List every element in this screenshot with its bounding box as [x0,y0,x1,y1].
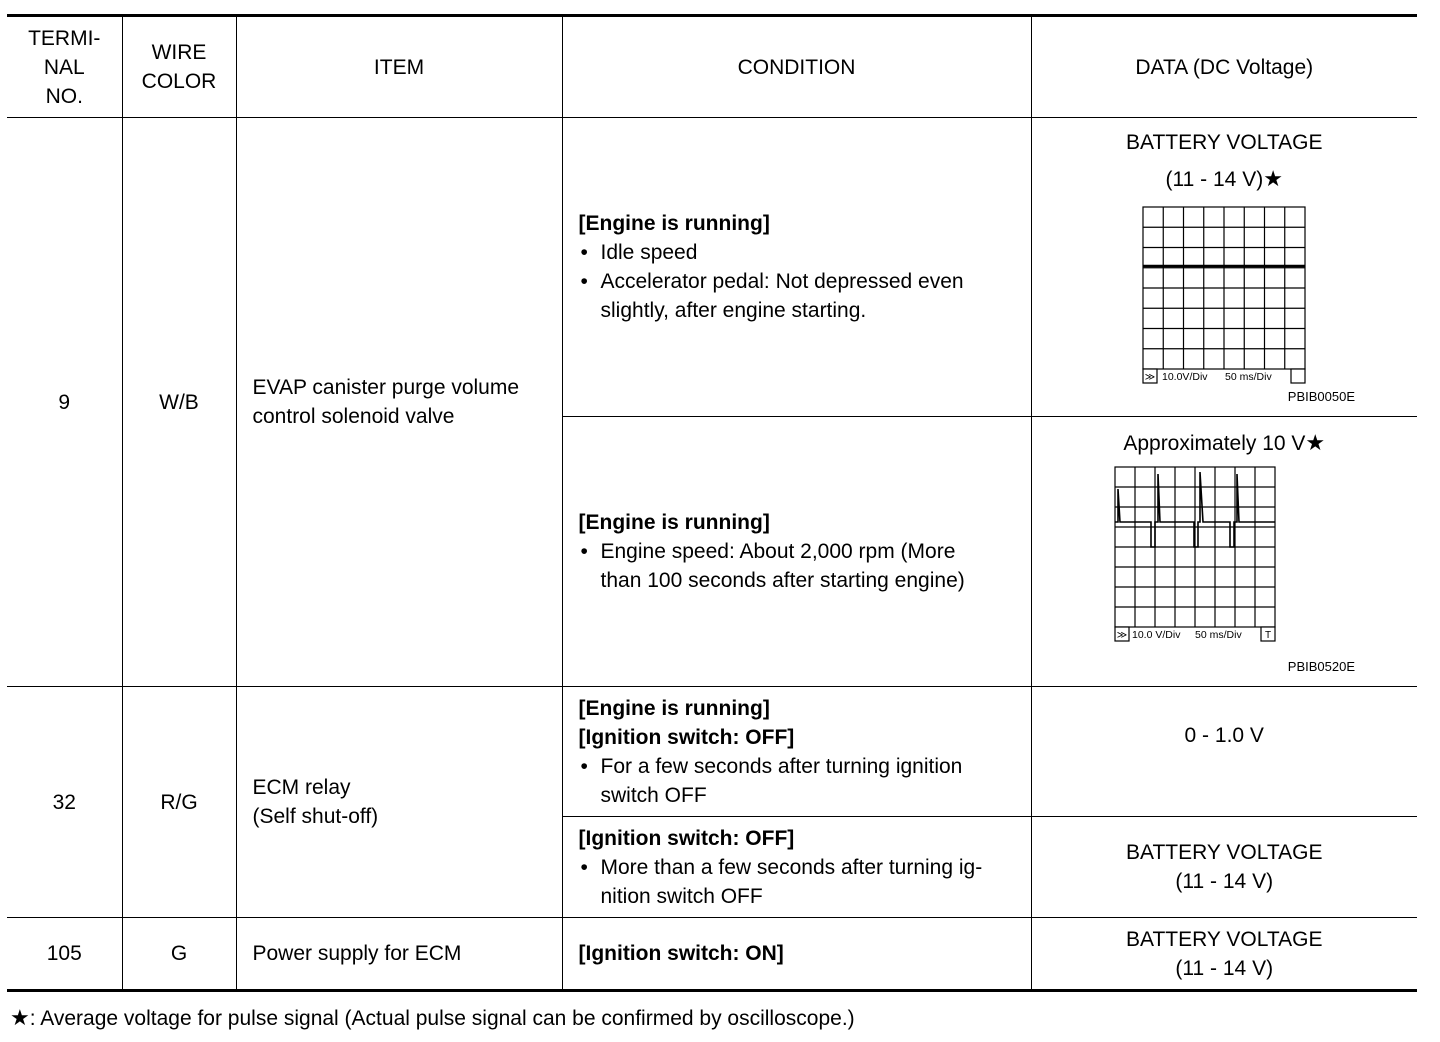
condition-bullet: • Engine speed: About 2,000 rpm (More than 100 seconds after starting engine) [579,537,1025,595]
header-data: DATA (DC Voltage) [1031,16,1417,118]
condition-bullets [579,537,1025,595]
condition-bullets [579,238,1025,325]
data-value-line1: BATTERY VOLTAGE [1126,927,1323,951]
condition-heading: [Ignition switch: OFF] [578,826,795,850]
data-value-line1: BATTERY VOLTAGE [1126,131,1323,154]
condition-bullet: • For a few seconds after turning ignition switch OFF [579,752,1025,810]
condition-heading: [Engine is running] [Ignition switch: OFF] [578,696,795,749]
data-cell [1031,417,1417,687]
item-cell: EVAP canister purge volume control solenoid valve [236,118,562,687]
condition-heading: [Ignition switch: ON] [578,942,784,965]
oscilloscope-waveform-2 [1106,464,1286,650]
condition-cell [562,918,1031,991]
footnote-text: : Average voltage for pulse signal (Actual pulse signal can be confirmed by oscilloscope.) [29,1007,855,1030]
condition-cell [562,118,1031,417]
header-wire-color: WIRE COLOR [122,16,236,118]
terminal-cell: 9 [7,118,122,687]
header-row [7,16,1417,118]
terminal-cell: 105 [7,918,122,991]
condition-bullet: • More than a few seconds after turning ig- nition switch OFF [579,853,1025,911]
data-value-line2-wrap [1032,164,1418,194]
table-row [7,687,1417,817]
condition-cell [562,817,1031,918]
scope-label: 10.0 V/Div 50 ms/Div [1132,629,1242,641]
header-terminal-no: TERMI- NAL NO. [7,16,122,118]
data-cell [1031,118,1417,417]
scope-mode-icon: ≫ [1117,630,1128,641]
data-cell [1031,687,1417,817]
condition-bullets [579,853,1025,911]
condition-heading: [Engine is running] [578,212,770,235]
condition-heading: [Engine is running] [578,511,770,534]
condition-cell [562,417,1031,687]
table-row [7,918,1417,991]
star-icon: ★ [1263,166,1283,191]
data-value-line1-wrap [1032,428,1418,458]
star-icon: ★ [10,1005,30,1030]
scope-mode-icon: ≫ [1145,372,1156,383]
footnote [10,1004,855,1033]
data-value-line2: (11 - 14 V) [1175,870,1274,893]
condition-bullets [579,752,1025,810]
terminal-cell: 32 [7,687,122,918]
data-cell [1031,918,1417,991]
item-cell: ECM relay (Self shut-off) [236,687,562,918]
condition-cell [562,687,1031,817]
figure-code: PBIB0050E [1287,389,1355,404]
wire-color-cell: G [122,918,236,991]
star-icon: ★ [1305,430,1326,455]
data-cell [1031,817,1417,918]
data-value-line1: 0 - 1.0 V [1184,724,1264,747]
data-value-line2: (11 - 14 V) [1165,168,1264,191]
data-value-line1: BATTERY VOLTAGE [1126,841,1323,864]
wire-color-cell: R/G [122,687,236,918]
data-value-line2: (11 - 14 V) [1175,956,1274,980]
data-value-line1: Approximately 10 V [1123,432,1306,455]
header-condition: CONDITION [562,16,1031,118]
table-row [7,118,1417,417]
wire-color-cell: W/B [122,118,236,687]
condition-bullet: • Idle speed [579,238,1025,267]
scope-label: 10.0V/Div 50 ms/Div [1162,371,1272,383]
scope-trigger: T [1265,630,1272,641]
header-item: ITEM [236,16,562,118]
item-cell: Power supply for ECM [236,918,562,991]
figure-code: PBIB0520E [1287,659,1355,674]
condition-bullet: • Accelerator pedal: Not depressed even slightly, after engine starting. [579,267,1025,325]
terminal-spec-table [7,14,1417,992]
oscilloscope-waveform-1 [1134,204,1314,390]
